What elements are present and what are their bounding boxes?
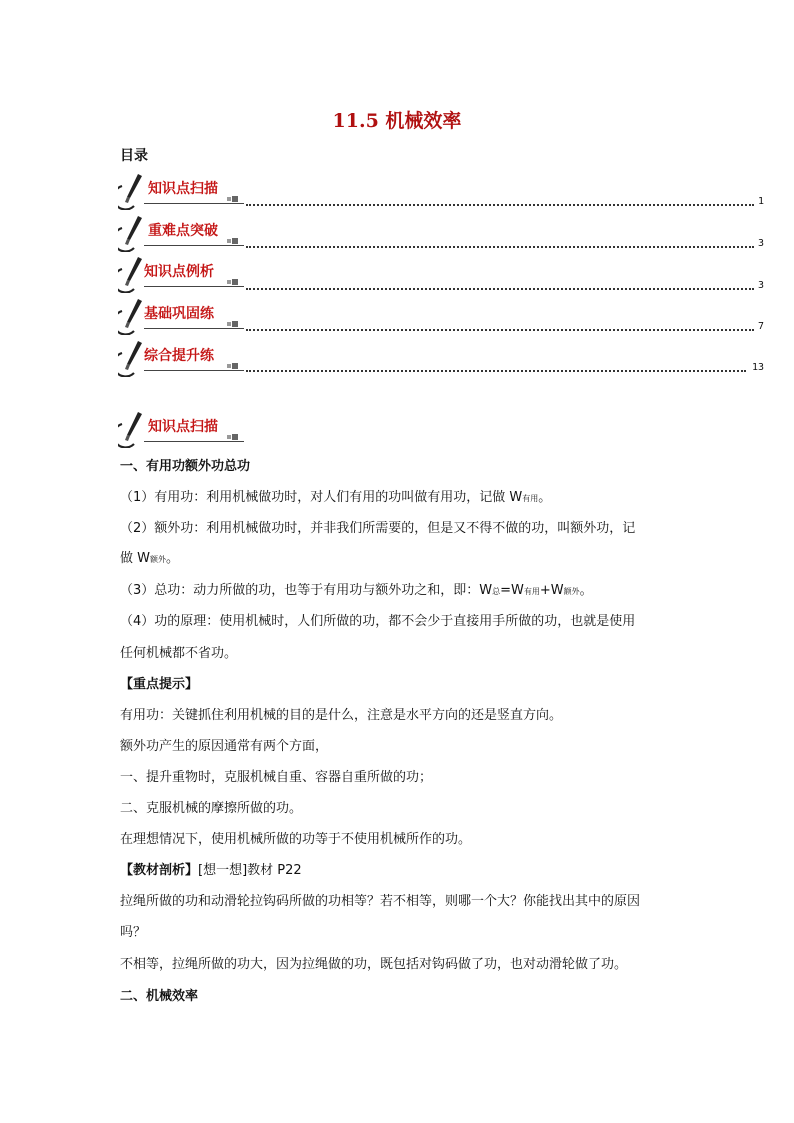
toc-banner-4[interactable] <box>118 297 244 335</box>
toc-page-number: 7 <box>758 321 765 332</box>
section-banner-label: 知识点扫描 <box>148 419 218 435</box>
question-line2: 吗？ <box>120 925 147 940</box>
toc-banner-5[interactable] <box>118 339 244 377</box>
banner-mark <box>227 364 231 368</box>
banner-underline <box>144 441 244 442</box>
banner-mark <box>232 196 238 202</box>
banner-underline <box>144 245 244 246</box>
key-tip-heading: 【重点提示】 <box>120 677 199 692</box>
banner-underline <box>144 328 244 329</box>
textbook-reference: [想一想]教材 P22 <box>198 863 302 878</box>
brush-icon <box>118 214 146 252</box>
paragraph-total-work <box>120 582 593 601</box>
toc-leader-dots <box>246 280 754 292</box>
brush-icon <box>118 297 146 335</box>
banner-mark <box>232 279 238 285</box>
banner-underline <box>144 286 244 287</box>
tip-line: 二、克服机械的摩擦所做的功。 <box>120 801 303 816</box>
text: （3）总功：动力所做的功，也等于有用功与额外功之和，即：W <box>120 583 493 598</box>
text: +W <box>539 583 564 598</box>
subscript: 有用 <box>522 494 539 503</box>
toc-entry-label: 基础巩固练 <box>144 306 214 322</box>
banner-underline <box>144 370 244 371</box>
toc-page-number: 13 <box>752 362 765 373</box>
toc-entry-label: 知识点例析 <box>144 264 214 280</box>
heading-useful-extra-total-work: 一、有用功额外功总功 <box>120 459 251 474</box>
banner-mark <box>227 435 231 439</box>
toc-page-number: 3 <box>758 238 765 249</box>
banner-mark <box>227 239 231 243</box>
text: =W <box>500 583 524 598</box>
subscript: 额外 <box>150 555 166 564</box>
text: 。 <box>579 583 593 598</box>
toc-page-number: 1 <box>758 196 765 207</box>
banner-underline <box>144 203 244 204</box>
brush-icon <box>118 339 146 377</box>
toc-entry-label: 综合提升练 <box>144 348 214 364</box>
paragraph-work-principle-line2: 任何机械都不省功。 <box>120 646 238 661</box>
banner-mark <box>227 197 231 201</box>
banner-mark <box>232 363 238 369</box>
banner-mark <box>227 280 231 284</box>
brush-icon <box>118 410 146 448</box>
toc-heading: 目录 <box>120 148 148 164</box>
answer-line: 不相等，拉绳所做的功大，因为拉绳做的功，既包括对钩码做了功，也对动滑轮做了功。 <box>120 957 628 972</box>
brush-icon <box>118 172 146 210</box>
subscript: 有用 <box>523 587 540 596</box>
banner-mark <box>232 321 238 327</box>
paragraph-useful-work <box>120 489 551 508</box>
banner-mark <box>227 322 231 326</box>
tip-line: 一、提升重物时，克服机械自重、容器自重所做的功； <box>120 770 433 785</box>
toc-banner-2[interactable] <box>118 214 244 252</box>
paragraph-extra-work-line1: （2）额外功：利用机械做功时，并非我们所需要的，但是又不得不做的功，叫额外功，记 <box>120 521 636 536</box>
text: 。 <box>166 551 180 566</box>
textbook-analysis-line <box>120 862 302 880</box>
paragraph-work-principle-line1: （4）功的原理：使用机械时，人们所做的功，都不会少于直接用手所做的功，也就是使用 <box>120 614 636 629</box>
text: 做 W <box>120 551 150 566</box>
question-line1: 拉绳所做的功和动滑轮拉钩码所做的功相等？若不相等，则哪一个大？你能找出其中的原因 <box>120 894 641 909</box>
banner-mark <box>232 434 238 440</box>
tip-line: 在理想情况下，使用机械所做的功等于不使用机械所作的功。 <box>120 832 472 847</box>
toc-page-number: 3 <box>758 280 765 291</box>
paragraph-extra-work-line2 <box>120 550 179 569</box>
page-title: 11.5 机械效率 <box>332 110 462 132</box>
heading-mechanical-efficiency: 二、机械效率 <box>120 989 199 1004</box>
text: （1）有用功：利用机械做功时，对人们有用的功叫做有用功，记做 W <box>120 490 523 505</box>
toc-banner-3[interactable] <box>118 255 244 293</box>
subscript: 总 <box>492 587 501 596</box>
toc-entry-label: 重难点突破 <box>148 223 218 239</box>
brush-icon <box>118 255 146 293</box>
toc-leader-dots <box>246 238 754 250</box>
subscript: 额外 <box>563 587 580 596</box>
text: 。 <box>538 490 552 505</box>
toc-banner-1[interactable] <box>118 172 244 210</box>
textbook-heading: 【教材剖析】 <box>120 863 199 878</box>
toc-leader-dots <box>246 321 754 333</box>
tip-line: 额外功产生的原因通常有两个方面， <box>120 739 329 754</box>
toc-leader-dots <box>246 362 746 374</box>
toc-entry-label: 知识点扫描 <box>148 181 218 197</box>
toc-leader-dots <box>246 196 754 208</box>
section-banner <box>118 410 244 448</box>
tip-line: 有用功：关键抓住利用机械的目的是什么，注意是水平方向的还是竖直方向。 <box>120 708 563 723</box>
banner-mark <box>232 238 238 244</box>
